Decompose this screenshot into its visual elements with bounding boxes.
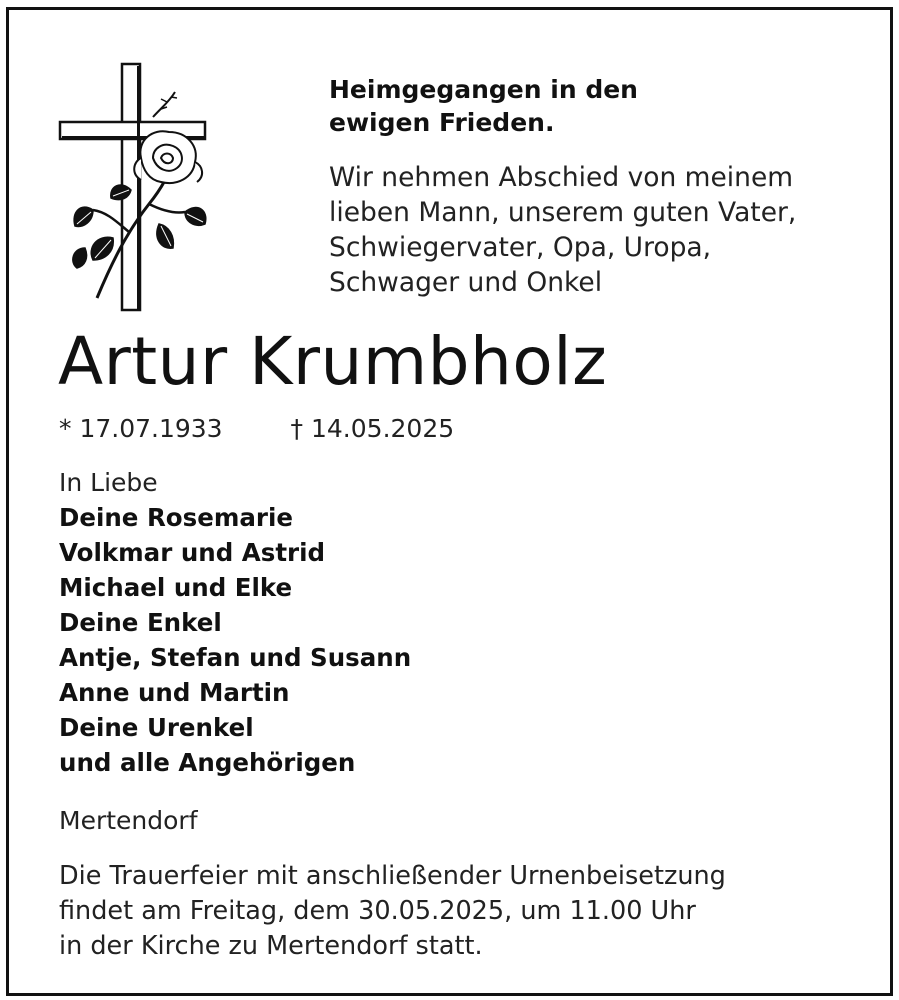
mourners-lead: In Liebe bbox=[59, 468, 158, 497]
deceased-name: Artur Krumbholz bbox=[58, 323, 608, 400]
service-line: Die Trauerfeier mit anschließender Urnenbeisetzung bbox=[59, 861, 726, 891]
heading-line: ewigen Frieden. bbox=[329, 108, 555, 137]
birth-date: * 17.07.1933 bbox=[59, 414, 223, 443]
mourner-line: Deine Enkel bbox=[59, 608, 222, 637]
heading-line: Heimgegangen in den bbox=[329, 75, 638, 104]
mourner-line: Deine Urenkel bbox=[59, 713, 254, 742]
obituary-notice bbox=[6, 7, 893, 996]
service-info bbox=[59, 859, 879, 964]
mourner-line: Deine Rosemarie bbox=[59, 503, 293, 532]
cross-with-rose-icon bbox=[57, 62, 211, 314]
intro-text bbox=[329, 160, 869, 300]
mourner-line: Antje, Stefan und Susann bbox=[59, 643, 412, 672]
death-date: † 14.05.2025 bbox=[290, 414, 455, 443]
place: Mertendorf bbox=[59, 806, 198, 835]
heading bbox=[329, 73, 869, 139]
service-line: in der Kirche zu Mertendorf statt. bbox=[59, 931, 483, 961]
service-line: findet am Freitag, dem 30.05.2025, um 11.00 Uhr bbox=[59, 896, 696, 926]
intro-line: Wir nehmen Abschied von meinem bbox=[329, 162, 794, 193]
mourners-list bbox=[59, 466, 759, 780]
mourner-line: und alle Angehörigen bbox=[59, 748, 356, 777]
life-dates bbox=[59, 412, 454, 446]
intro-line: lieben Mann, unserem guten Vater, bbox=[329, 197, 797, 228]
intro-line: Schwiegervater, Opa, Uropa, bbox=[329, 232, 712, 263]
mourner-line: Volkmar und Astrid bbox=[59, 538, 326, 567]
intro-line: Schwager und Onkel bbox=[329, 267, 603, 298]
mourner-line: Anne und Martin bbox=[59, 678, 290, 707]
mourner-line: Michael und Elke bbox=[59, 573, 293, 602]
